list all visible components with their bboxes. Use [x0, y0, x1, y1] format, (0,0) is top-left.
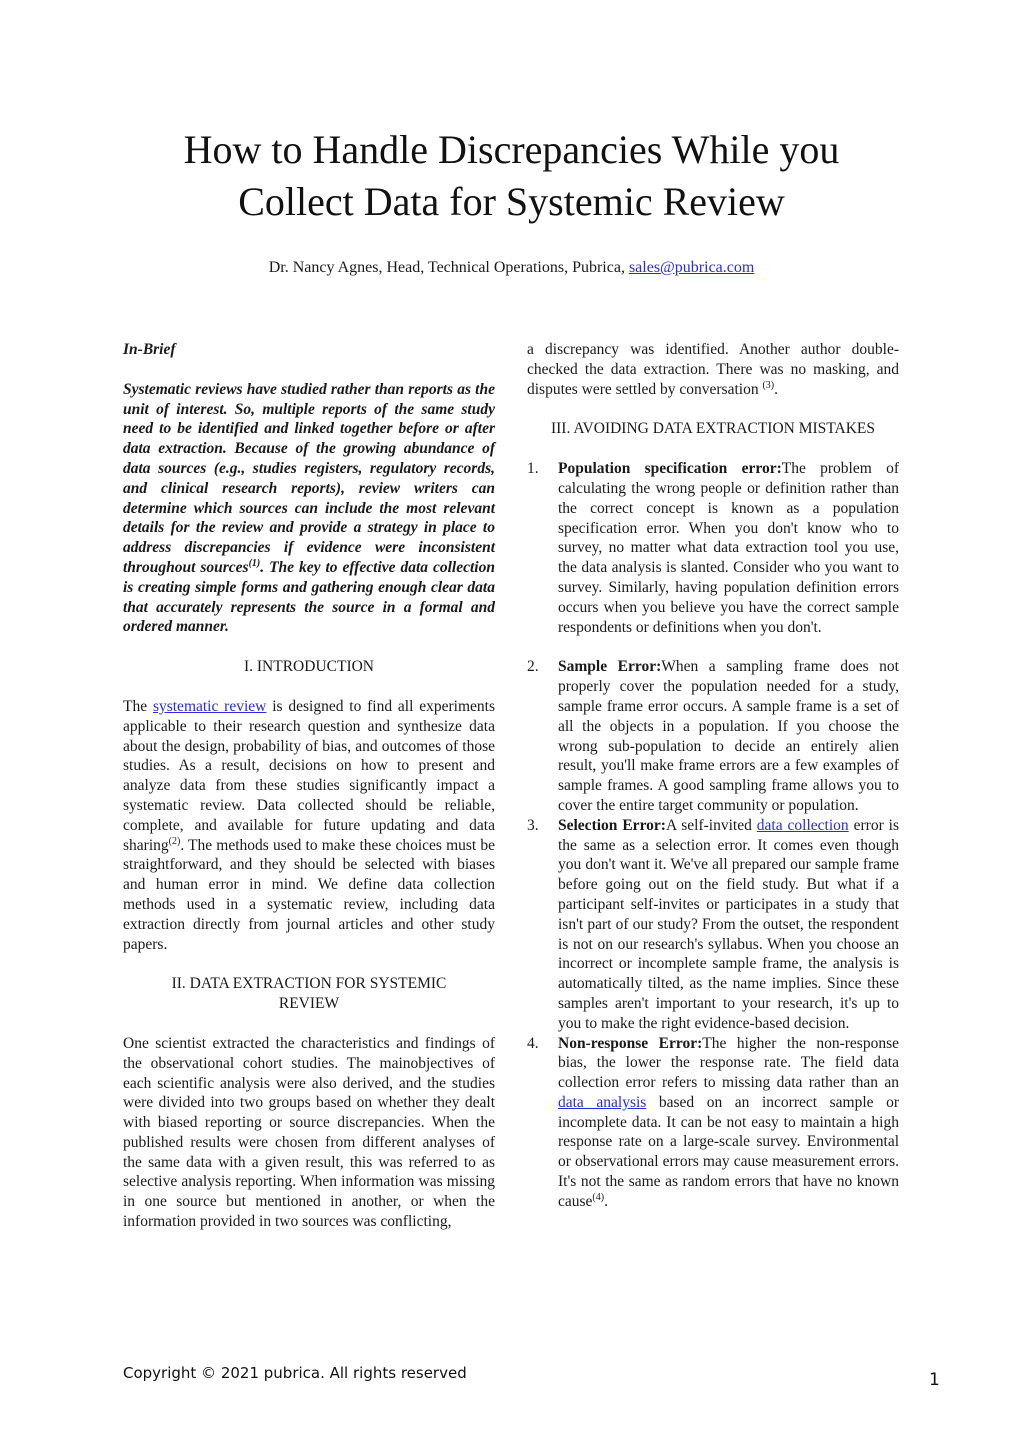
brief-paragraph: [123, 380, 495, 637]
continued-text: a discrepancy was identified. Another author double-checked the data extraction. There was no masking, and disputes were settled by conversation: [527, 341, 899, 398]
brief-text-b: . The key to effective data collection is creating simple forms and gathering enough clear data that accurately represents the source in a formal and ordered manner.: [123, 558, 495, 636]
intro-text-b: is designed to find all experiments applicable to their research question and synthesize data about the design, probability of bias, and outcomes of those studies. As a result, decisions on how to present and analyze data from these studies significantly impact a systematic review. Data collected should be reliable, complete, and available for future updating and data sharing: [123, 697, 495, 854]
intro-text-c: . The methods used to make these choices must be straightforward, and they should be selected with biases and human error in mind. We define data collection methods used in a systematic review, including data extraction directly from journal articles and other study papers.: [123, 836, 495, 953]
list-item-text: [558, 1034, 899, 1212]
list-item: [527, 816, 899, 1034]
section3-heading: III. AVOIDING DATA EXTRACTION MISTAKES: [550, 420, 875, 438]
citation-1: (1): [248, 557, 261, 569]
intro-text-a: The: [123, 697, 148, 715]
systematic-review-link[interactable]: systematic review: [152, 697, 267, 715]
list-item-body-b: based on an incorrect sample or incomplete data. It can be not easy to maintain a high response rate on a large-scale survey. Environmental or observational errors may cause measurement errors. It's not the same as random errors that have no known cause: [558, 1093, 899, 1210]
list-item-text: [558, 459, 899, 637]
section2-heading-line-1: II. DATA EXTRACTION FOR SYSTEMIC: [171, 975, 447, 993]
right-column: [527, 340, 899, 1212]
citation-2: (2): [168, 835, 181, 847]
section2-heading-line-2: REVIEW: [278, 995, 340, 1013]
list-item-number: 4.: [527, 1034, 539, 1052]
list-item-body-a: The higher the non-response bias, the lower the response rate. The field data collection error refers to missing data rather than an: [558, 1034, 900, 1092]
list-item-body: The problem of calculating the wrong people or definition rather than the correct concept is known as a population specification error. When you don't know who to survey, no matter what data extraction tool you use, the data analysis is slanted. Consider who you want to survey. Similarly, having population definition errors occurs when you believe you have the correct sample respondents or definitions when you don't.: [558, 460, 899, 636]
brief-text-a: Systematic reviews have studied rather than reports as the unit of interest. So, multiple reports of the same study need to be identified and linked together before or after data extraction. Because of the growing abundance of data sources (e.g., studies registers, regulatory records, and clinical research reports), review writers can determine which sources can include the most relevant details for the review and provide a strategy in place to address discrepancies if evidence were inconsistent throughout sources: [123, 380, 495, 576]
title-line-1: How to Handle Discrepancies While you: [183, 127, 840, 172]
data-analysis-link[interactable]: data analysis: [558, 1093, 647, 1111]
continued-paragraph: [527, 340, 899, 399]
intro-paragraph: [123, 697, 495, 954]
title-line-2: Collect Data for Systemic Review: [238, 179, 785, 224]
author-text: Dr. Nancy Agnes, Head, Technical Operations, Pubrica,: [268, 259, 625, 276]
list-item-bold: Sample Error:: [558, 658, 662, 676]
list-item-number: 3.: [527, 816, 539, 834]
footer-copyright: Copyright © 2021 pubrica. All rights reserved: [123, 1364, 467, 1382]
citation-4: (4): [592, 1191, 605, 1203]
list-item: [527, 657, 899, 815]
continued-end: .: [774, 380, 778, 398]
citation-3: (3): [762, 379, 775, 391]
list-item: [527, 459, 899, 637]
document-title: [100, 124, 923, 228]
brief-heading: In-Brief: [123, 341, 176, 358]
list-item-body: When a sampling frame does not properly cover the population needed for a study, sample frame error occurs. A sample frame is a set of all the objects in a population. If you choose the wrong sub-population to decide an entirely alien result, you'll make frame errors are a few examples of sample frames. A good sampling frame allows you to cover the entire target community or population.: [558, 658, 899, 814]
page-number: 1: [929, 1370, 940, 1390]
section2-heading: [123, 974, 495, 1014]
list-item: [527, 1034, 899, 1212]
left-column: [123, 340, 495, 1252]
list-item-bold: Non-response Error:: [558, 1034, 703, 1052]
list-item-text: [558, 816, 899, 1034]
author-email-link[interactable]: sales@pubrica.com: [628, 259, 755, 276]
list-item-body-b: error is the same as a selection error. It comes even though you don't want it. We've all prepared our sample frame before going out on the field study. But what if a participant self-invites or participates in a study that isn't part of our study? From the outset, the respondent is not on our research's syllabus. When you choose an incorrect or incomplete sample frame, the analysis is automatically tilted, as the name implies. Since these samples aren't important to your research, it's up to you to make the right evidence-based decision.: [558, 816, 900, 1032]
intro-heading: I. INTRODUCTION: [243, 658, 374, 676]
list-item-text: [558, 657, 899, 815]
list-item-end: .: [604, 1192, 608, 1210]
list-item-body-a: A self-invited: [665, 816, 752, 834]
list-item-bold: Selection Error:: [558, 816, 666, 834]
section2-paragraph: One scientist extracted the characteristics and findings of the observational cohort studies. The mainobjectives of each scientific analysis were also derived, and the studies were divided into two groups based on whether they dealt with biased reporting or source discrepancies. When the published results were chosen from different analyses of the same data with a given result, this was referred to as selective analysis reporting. When information was missing in one source but mentioned in another, or when the information provided in two sources was conflicting,: [123, 1034, 495, 1231]
list-item-number: 1.: [527, 460, 539, 478]
author-line: [100, 259, 923, 277]
list-item-bold: Population specification error:: [558, 460, 782, 478]
data-collection-link[interactable]: data collection: [756, 816, 849, 834]
list-item-number: 2.: [527, 658, 539, 676]
